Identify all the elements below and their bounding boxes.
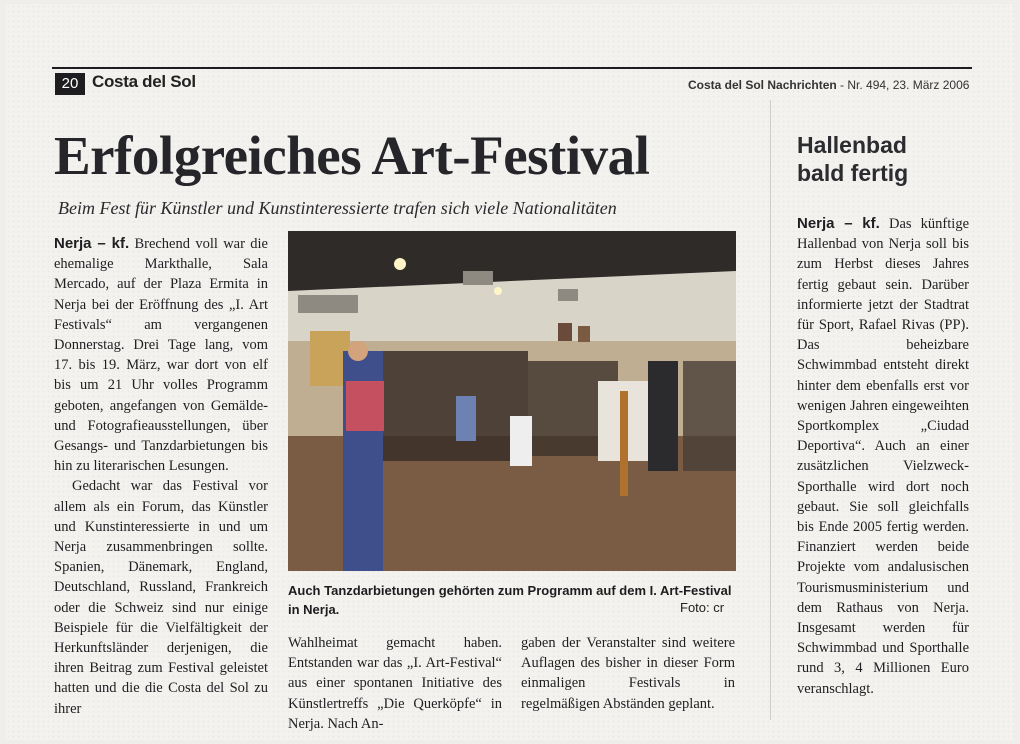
header-rule xyxy=(52,67,972,69)
photo-caption: Auch Tanzdarbietungen gehörten zum Programm auf dem I. Art-Festival in Nerja. xyxy=(288,583,732,617)
page-number: 20 xyxy=(55,73,85,95)
article-column-3-text: gaben der Veranstalter sind weitere Auflagen des bisher in dieser Form einmaligen Festivals in regelmäßigen Abständen geplant. xyxy=(521,635,735,712)
sidebar-headline: Hallenbad bald fertig xyxy=(797,132,909,186)
sidebar-body: Das künftige Hallenbad von Nerja soll bis zum Herbst dieses Jahres fertig gebaut sein. Darüber informierte jetzt der Stadtrat für Sport, Rafael Rivas (PP). Das beheizbare Schwimmbad entsteht direkt hinter dem ebenfalls erst vor wenigen Jahren eingeweihten Sportkomplex „Ciudad Deportiva“. Auch an einer zusätzlichen Vielzweck-Sporthalle wird dort noch gebaut. Sie soll gleichfalls bis Ende 2005 fertig werden. Finanziert werden beide Projekte vom andalusischen Tourismusministerium und dem Rathaus von Nerja. Insgesamt werden für Schwimmbad und Sporthalle rund 3, 4 Millionen Euro veranschlagt. xyxy=(797,216,970,697)
masthead-name: Costa del Sol Nachrichten xyxy=(688,78,837,92)
article-column-1 xyxy=(54,234,268,719)
festival-photo xyxy=(288,231,736,571)
article-column-2 xyxy=(288,633,502,734)
article-headline: Erfolgreiches Art-Festival xyxy=(54,125,650,186)
article-column-3 xyxy=(521,633,735,714)
article-paragraph-2: Gedacht war das Festival vor allem als ein Forum, das Künstler und Kunstinteressierte in und um Nerja zusammenbringen sollte. Spanien, Dänemark, England, Deutschland, Russland, Frankreich oder die Schweiz sind nur einige Beispiele für die Vielfältigkeit der Herkunftsländer derjenigen, die ihren Beitrag zum Festival geleistet hatten und die die Costa del Sol zu ihrer xyxy=(54,478,268,717)
article-dateline: Nerja – kf. xyxy=(54,235,130,252)
article-column-2-text: Wahlheimat gemacht haben. Entstanden war das „I. Art-Festival“ aus einer spontanen Initiative des Künstlertreffs „Die Querköpfe“ in Nerja. Nach An- xyxy=(288,635,502,732)
section-title: Costa del Sol xyxy=(92,72,196,91)
column-divider xyxy=(770,100,771,720)
sidebar-dateline: Nerja – kf. xyxy=(797,215,880,232)
article-subheadline: Beim Fest für Künstler und Kunstinteressierte trafen sich viele Nationalitäten xyxy=(58,198,617,218)
article-paragraph-1: Brechend voll war die ehemalige Markthalle, Sala Mercado, auf der Plaza Ermita in Nerja bei der Eröffnung des „I. Art Festivals“ am vergangenen Donnerstag. Drei Tage lang, vom 17. bis 19. März, war dort von elf bis um 21 Uhr volles Programm geboten, angefangen von Gemälde- und Fotografieausstellungen, über Gesangs- und Tanzdarbietungen bis hin zu literarischen Lesungen. xyxy=(54,236,268,475)
photo-credit: Foto: cr xyxy=(680,600,725,615)
masthead xyxy=(688,78,969,92)
masthead-issue: - Nr. 494, 23. März 2006 xyxy=(836,78,970,92)
sidebar-column xyxy=(797,214,969,699)
